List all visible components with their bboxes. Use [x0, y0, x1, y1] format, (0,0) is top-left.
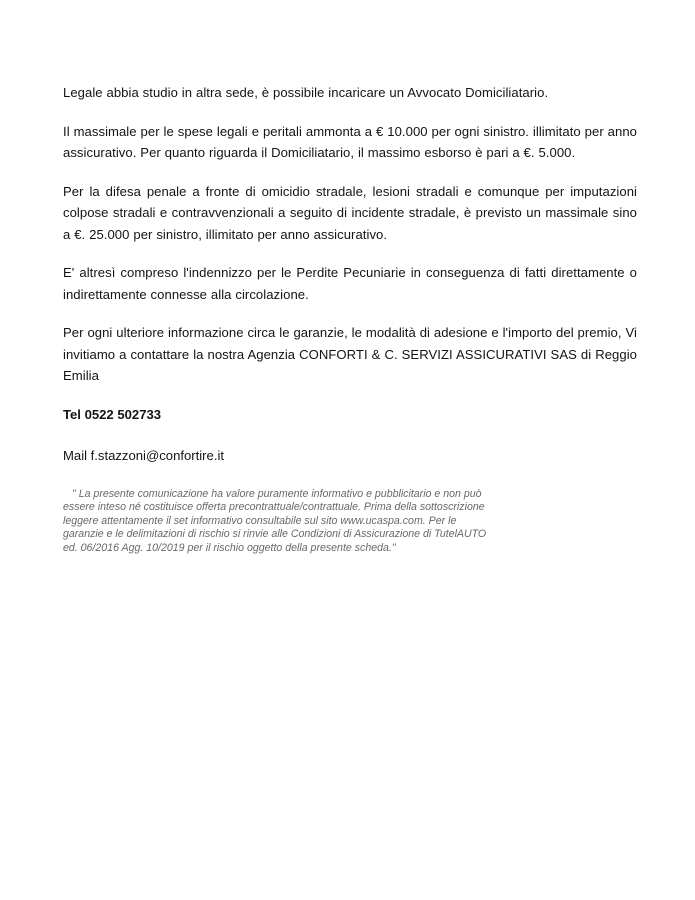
disclaimer-line: essere inteso né costituisce offerta precontrattuale/contrattuale. Prima della sottoscrizione [63, 501, 485, 514]
paragraph-legal-domiciliatario: Legale abbia studio in altra sede, è possibile incaricare un Avvocato Domiciliatario. [63, 85, 549, 100]
telephone-line: Tel 0522 502733 [63, 406, 162, 422]
document-body [63, 82, 637, 555]
email-line: Mail f.stazzoni@confortire.it [63, 448, 225, 463]
paragraph-perdite-pecuniarie: E' altresì compreso l'indennizzo per le Perdite Pecuniarie in conseguenza di fatti direttamente o indirettamente connesse alla circolazione. [63, 265, 637, 302]
disclaimer-line: garanzie e le delimitazioni di rischio si rinvie alle Condizioni di Assicurazione di TutelAUTO [63, 528, 487, 541]
paragraph-difesa-penale: Per la difesa penale a fronte di omicidio stradale, lesioni stradali e comunque per imputazioni colpose stradali e contravvenzionali a seguito di incidente stradale, è previsto un massimale sino a €. 25.000 per sinistro, illimitato per anno assicurativo. [63, 183, 637, 242]
disclaimer-line: " La presente comunicazione ha valore puramente informativo e pubblicitario e non può [72, 487, 482, 500]
paragraph-massimale-spese-legali: Il massimale per le spese legali e peritali ammonta a € 10.000 per ogni sinistro. illimitato per anno assicurativo. Per quanto riguarda il Domiciliatario, il massimo esborso è pari a €. 5.000. [63, 123, 637, 160]
paragraph-contatto-agenzia: Per ogni ulteriore informazione circa le garanzie, le modalità di adesione e l'importo del premio, Vi invitiamo a contattare la nostra Agenzia CONFORTI & C. SERVIZI ASSICURATIVI SAS di Reggio Emilia [63, 325, 637, 383]
disclaimer-line: leggere attentamente il set informativo consultabile sul sito www.ucaspa.com. Per le [63, 514, 457, 527]
legal-disclaimer [63, 488, 635, 556]
disclaimer-line: ed. 06/2016 Agg. 10/2019 per il rischio oggetto della presente scheda." [63, 541, 396, 554]
